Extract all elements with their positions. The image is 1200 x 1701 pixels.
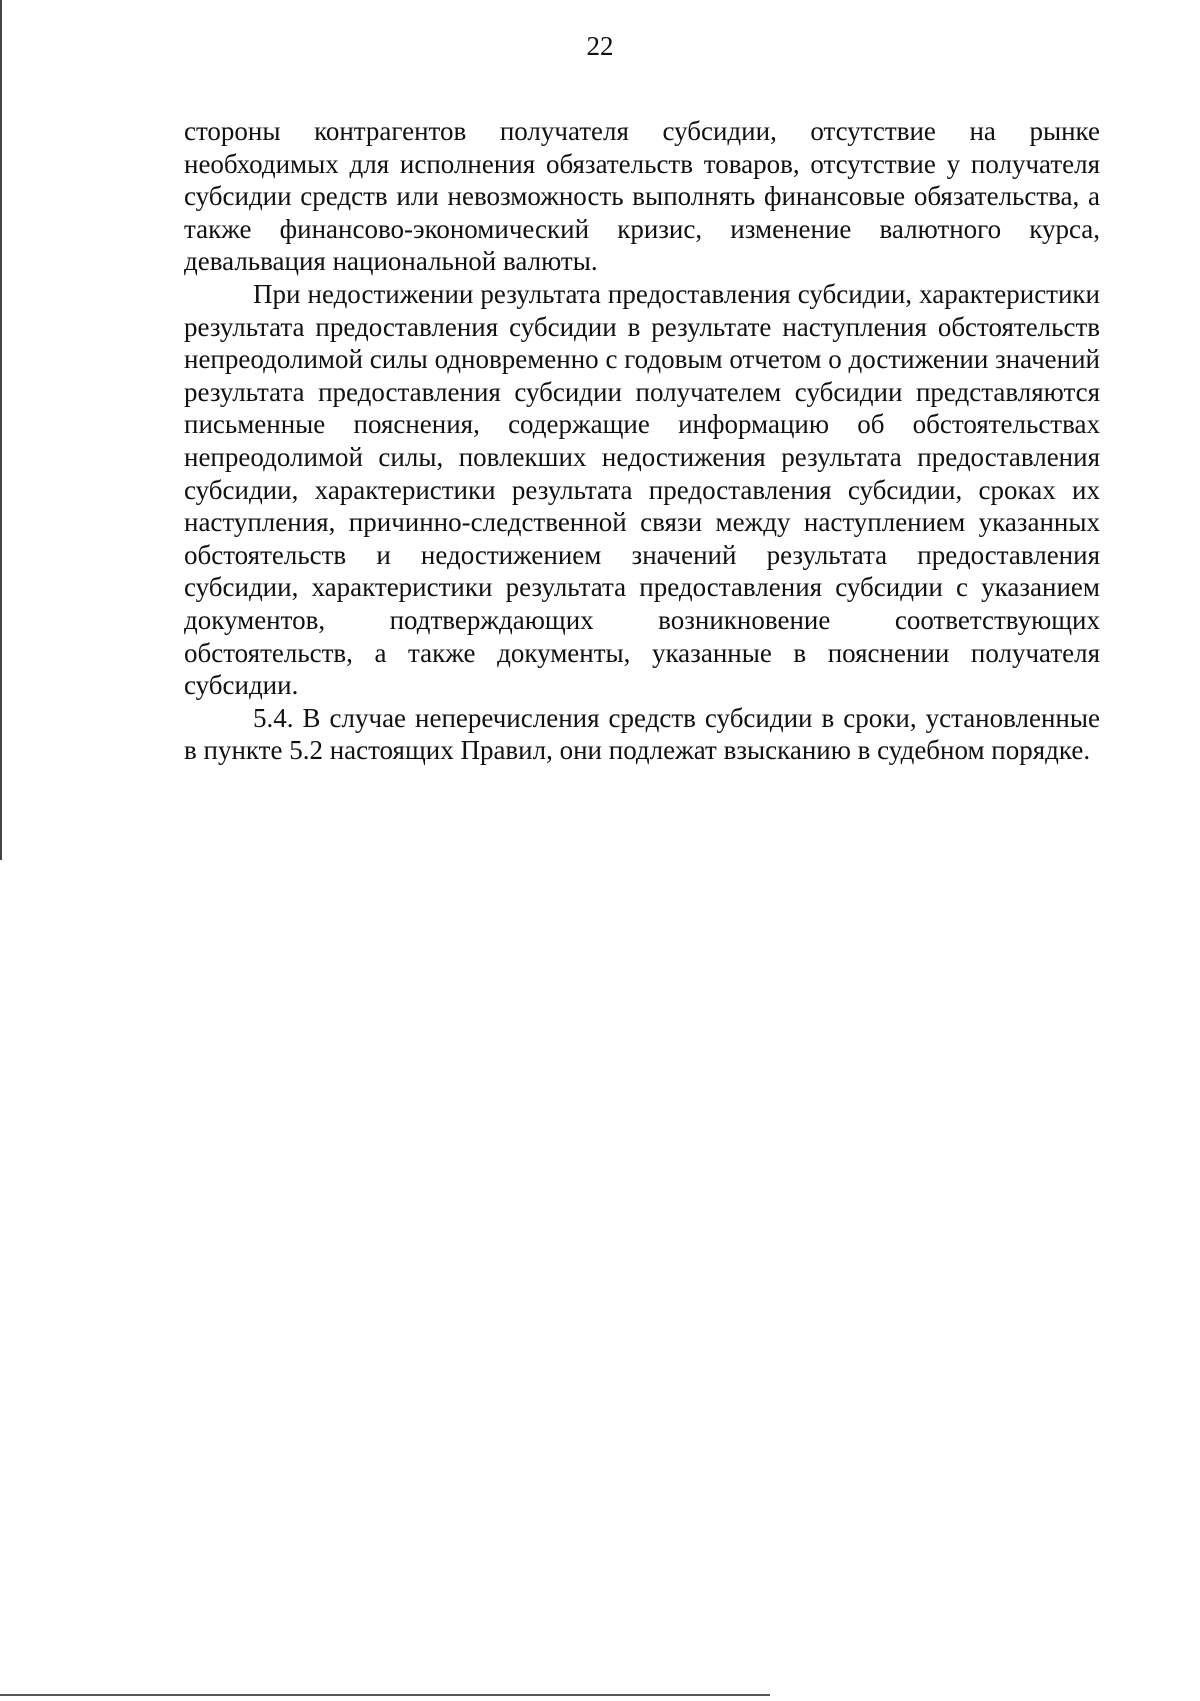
scan-left-edge xyxy=(0,0,2,860)
paragraph-5-4: 5.4. В случае неперечисления средств субсидии в сроки, установленные в пункте 5.2 настоящих Правил, они подлежат взысканию в судебном порядке. xyxy=(184,702,1100,766)
page-number: 22 xyxy=(586,31,614,61)
scan-bottom-edge xyxy=(0,1694,770,1696)
paragraph-continuation: стороны контрагентов получателя субсидии, отсутствие на рынке необходимых для исполнения обязательств товаров, отсутствие у получателя субсидии средств или невозможность выполнять финансовые обязательства, а также финансово-экономический кризис, изменение валютного курса, девальвация национальной валюты. xyxy=(184,116,1100,277)
paragraph-force-majeure: При недостижении результата предоставления субсидии, характеристики результата предоставления субсидии в результате наступления обстоятельств непреодолимой силы одновременно с годовым отчетом о достижении значений результата предоставления субсидии получателем субсидии представляются письменные пояснения, содержащие информацию об обстоятельствах непреодолимой силы, повлекших недостижения результата предоставления субсидии, характеристики результата предоставления субсидии, сроках их наступления, причинно-следственной связи между наступлением указанных обстоятельств и недостижением значений результата предоставления субсидии, характеристики результата предоставления субсидии с указанием документов, подтверждающих возникновение соответствующих обстоятельств, а также документы, указанные в пояснении получателя субсидии. xyxy=(184,278,1100,701)
document-body xyxy=(184,115,1100,767)
